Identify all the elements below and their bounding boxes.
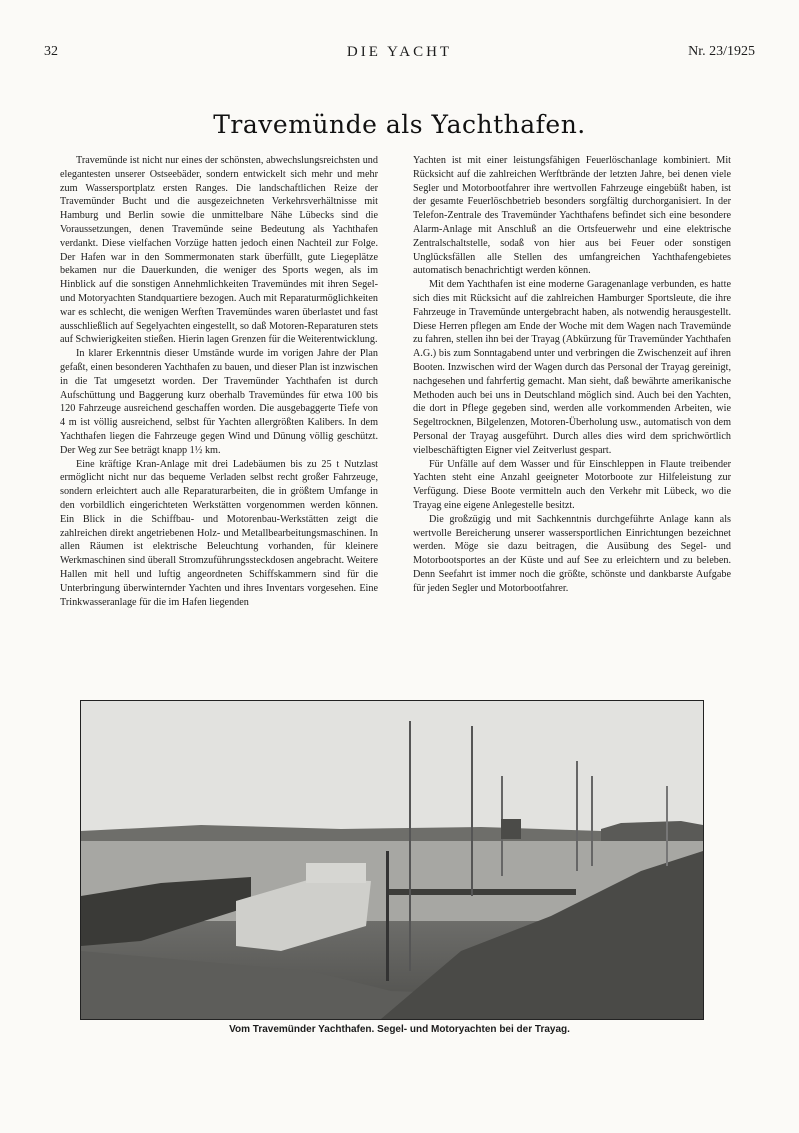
harbour-photo-drawing bbox=[81, 701, 703, 1019]
paragraph: Mit dem Yachthafen ist eine moderne Garagenanlage verbunden, es hatte sich dies mit Rücksicht auf die zahlreichen Hamburger Sportsleute, die ihre Fahrzeuge in Travemünde untergebracht haben, als notwendig herausgestellt. Diese Herren pflegen am Ende der Woche mit dem Wagen nach Travemünde zu fahren, stellen ihn bei der Trayag (Abkürzung für Travemünder Yachthafen A.G.) bis zum Sonntagabend unter und verbringen die Zwischenzeit auf ihren Booten. Inzwischen wird der Wagen durch das Personal der Trayag gereinigt, nachgesehen und fahrfertig gemacht. Man sieht, daß bewährte amerikanische Methoden auch bei uns in Deutschland möglich sind. Auch bei den Yachten, die dort in Pflege gegeben sind, werden alle vorkommenden Arbeiten, wie Segeltrocknen, Bilgelenzen, Motoren-Überholung usw., automatisch von dem Personal der Trayag ausgeführt. Durch alles dies wird dem sprichwörtlich vielbeschäftigten Eigner viel Zeitverlust gespart. bbox=[413, 279, 731, 456]
paragraph: In klarer Erkenntnis dieser Umstände wurde im vorigen Jahre der Plan gefaßt, einen besonderen Yachthafen zu bauen, und dieser Plan ist inzwischen in die Tat umgesetzt worden. Der Travemünder Yachthafen ist durch Aufschüttung und Baggerung kurz oberhalb Travemündes für etwa 100 bis 120 Fahrzeuge ausreichend geschaffen worden. Die ausgebaggerte Tiefe von 4 m ist völlig ausreichend, selbst für Yachten allergrößten Kalibers. In dem Yachthafen liegen die Fahrzeuge gegen Wind und Dünung völlig geschützt. Der Weg zur See beträgt knapp 1½ km. bbox=[60, 348, 378, 456]
paragraph: Travemünde ist nicht nur eines der schönsten, abwechslungsreichsten und elegantesten unserer Ostseebäder, sondern entwickelt sich mehr und mehr zum Wassersportplatz ersten Ranges. Die landschaftlichen Reize der Travemünder Bucht und die ausgezeichneten Verkehrsverhältnisse mit Hamburg und Berlin sowie die unmittelbare Nähe Lübecks sind die Voraussetzungen, denen Travemünde seine Bedeutung als Yachthafen verdankt. Diese vielfachen Vorzüge hatten jedoch einen Nachteil zur Folge. Der Hafen war in den Sommermonaten stark überfüllt, gute Liegeplätze bekamen nur die Dauerkunden, die weniger des Sports wegen, als im Hinblick auf die sonstigen Annehmlichkeiten Travemündes mit ihren Segel- und Motoryachten Standquartiere bezogen. Auch mit Reparaturmöglichkeiten war es schlecht, die wenigen Werften Travemündes waren überlastet und fast ausschließlich auf Segelyachten eingestellt, so daß Motoren-Reparaturen stets auf Schwierigkeiten stießen. Hierin lagen Grenzen für die Weiterentwicklung. bbox=[60, 155, 378, 346]
right-column bbox=[413, 154, 731, 596]
page-number: 32 bbox=[44, 44, 58, 59]
paragraph: Yachten ist mit einer leistungsfähigen Feuerlöschanlage kombiniert. Mit Rücksicht auf die zahlreichen Werftbrände der letzten Jahre, bei denen viele Segler und Motorbootfahrer ihre wertvollen Fahrzeuge eingebüßt haben, ist der gesamte Feuerlöschbetrieb besonders sorgfältig durchorganisiert. In der Telefon-Zentrale des Travemünder Yachthafens befindet sich eine besondere Alarm-Anlage mit Anschluß an die Ortsfeuerwehr und eine elektrische Zentralschaltstelle, sodaß von hier aus bei Feuer oder sonstigen Unglücksfällen alle Stellen des umfangreichen Yachthafengebietes automatisch benachrichtigt werden können. bbox=[413, 155, 731, 277]
article-title: Travemünde als Yachthafen. bbox=[213, 110, 586, 139]
left-column bbox=[60, 154, 378, 609]
harbour-photo bbox=[80, 700, 704, 1020]
paragraph: Die großzügig und mit Sachkenntnis durchgeführte Anlage kann als wertvolle Bereicherung unserer wassersportlichen Einrichtungen bezeichnet werden. Möge sie dazu beitragen, die Ausübung des Segel- und Motorbootsportes an der Küste und auf See zu erleichtern und zu beleben. Denn Seefahrt ist immer noch die größte, schönste und dankbarste Aufgabe für jeden Segler und Motorbootfahrer. bbox=[413, 513, 731, 594]
magazine-name: DIE YACHT bbox=[346, 44, 453, 60]
paragraph: Eine kräftige Kran-Anlage mit drei Ladebäumen bis zu 25 t Nutzlast ermöglicht nicht nur das bequeme Verladen selbst recht großer Fahrzeuge, sondern erleichtert auch alle Reparaturarbeiten, die in größtem Umfange in den vorbildlich eingerichteten Werkstätten vorgenommen werden können. Ein Blick in die Schiffbau- und Motorenbau-Werkstätten zeigt die zahlreichen direkt angetriebenen Holz- und Metallbearbeitungsmaschinen. In allen Räumen ist elektrische Beleuchtung vorhanden, für kleinere Werkmaschinen sind überall Stromzuführungssteckdosen angebracht. Weitere Hallen mit hell und luftig angeordneten Schiffskammern sind für die Unterbringung überwinternder Yachten und ihres Inventars vorgesehen. Eine Trinkwasseranlage für die im Hafen liegenden bbox=[60, 458, 378, 608]
figure-caption: Vom Travemünder Yachthafen. Segel- und Motoryachten bei der Trayag. bbox=[229, 1024, 570, 1035]
issue-number: Nr. 23/1925 bbox=[688, 44, 755, 59]
paragraph: Für Unfälle auf dem Wasser und für Einschleppen in Flaute treibender Yachten steht eine Anzahl geeigneter Motorboote zur Hilfeleistung zur Verfügung. Diese Boote vermitteln auch den Verkehr mit Lübeck, wo die Trayag eine eigene Anlegestelle besitzt. bbox=[413, 458, 731, 511]
